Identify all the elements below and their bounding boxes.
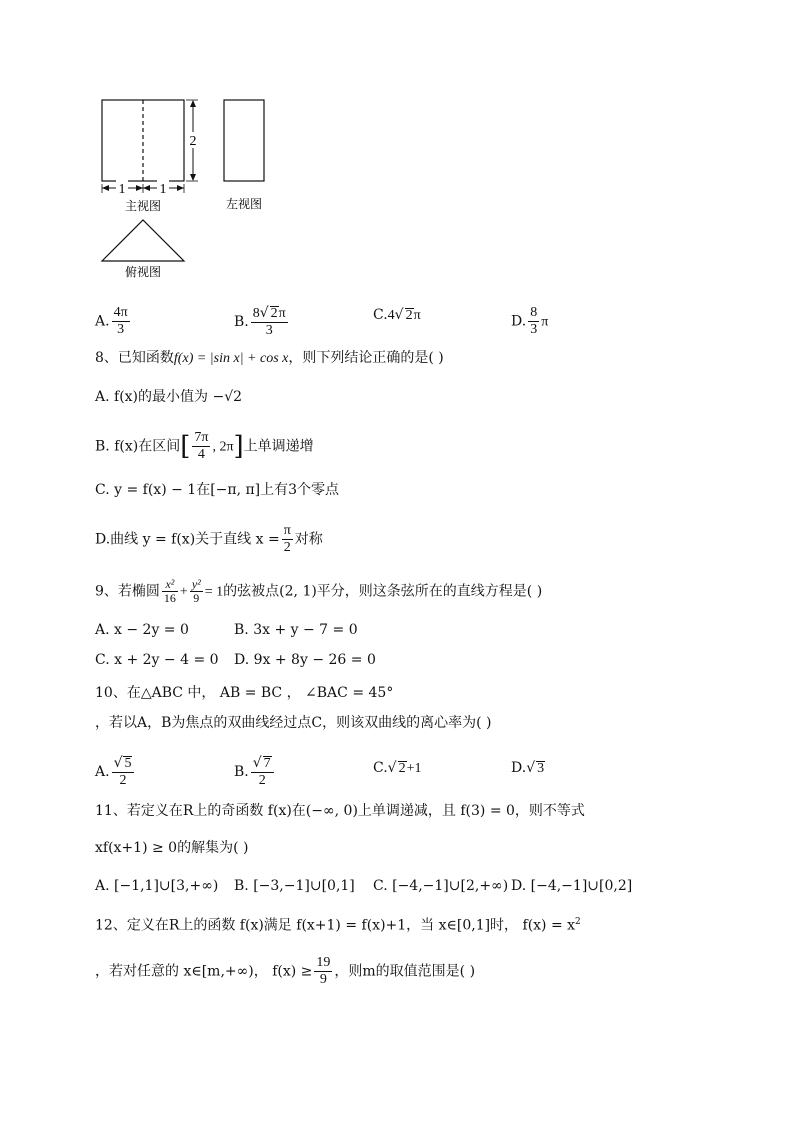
q12-stem-line1: 12、定义在R上的函数 f(x)满足 f(x+1) = f(x)+1，当 x∈[0,1]时， $f(x) = x^2$	[95, 917, 581, 934]
height-dimension-label: 2	[189, 134, 197, 149]
top-view-triangle	[102, 220, 184, 261]
q10-option-d: D.√ 3	[511, 760, 545, 776]
left-width-label: 1	[118, 182, 126, 197]
q11-stem-line2: xf(x+1) ≥ 0的解集为( )	[95, 840, 249, 856]
q8-option-b: B. f(x)在区间[ $\frac{7\pi}{4}$ , 2π]上单调递增	[95, 430, 314, 462]
q10-option-a: A. $\frac{√ 5}{2}$	[95, 755, 136, 789]
q10-option-c: C.√ 2+1	[373, 760, 422, 776]
front-view-rect	[102, 100, 184, 181]
q11-option-b: B. [−3,−1]∪[0,1]	[234, 878, 355, 894]
q11-stem-line1: 11、若定义在R上的奇函数 f(x)在(−∞, 0)上单调递减，且 f(3) = 0，则不等式	[95, 803, 585, 819]
front-view-label: 主视图	[124, 199, 162, 213]
q7-option-c: C.4√ 2π	[373, 307, 421, 323]
q9-option-d: D. 9x + 8y − 26 = 0	[234, 652, 376, 668]
q8-stem: 8、已知函数f(x) = |sin x| + cos x，则下列结论正确的是( )	[95, 350, 444, 366]
q11-option-a: A. [−1,1]∪[3,+∞)	[95, 878, 219, 894]
side-view-label: 左视图	[225, 197, 263, 211]
right-width-label: 1	[159, 182, 167, 197]
q9-option-c: C. x + 2y − 4 = 0	[95, 652, 219, 668]
q9-option-a: A. x − 2y = 0	[95, 622, 189, 638]
side-view-rect	[224, 100, 264, 181]
q7-option-b: B. $\frac{8√ 2\pi}{3}$	[234, 305, 286, 338]
q10-stem-line2: ，若以A，B为焦点的双曲线经过点C，则该双曲线的离心率为( )	[95, 715, 492, 731]
q8-option-c: C. y = f(x) − 1在[−π, π]上有3个零点	[95, 482, 340, 498]
q8-option-a: A. f(x)的最小值为 −√2	[95, 389, 243, 405]
q11-option-d: D. [−4,−1]∪[0,2]	[511, 878, 633, 894]
top-view-label: 俯视图	[124, 265, 162, 279]
q12-stem-line2: ，若对任意的 x∈[m,+∞)， f(x) ≥ $\frac{19}{9}$ ，则m的取值范围是( )	[95, 955, 476, 987]
q7-option-d: D. $\frac{8}{3}$ π	[511, 305, 549, 337]
q8-option-d: D.曲线 y = f(x)关于直线 x = $\frac{\pi}{2}$ 对称	[95, 523, 323, 555]
q11-option-c: C. [−4,−1]∪[2,+∞)	[373, 878, 509, 894]
q9-stem: 9、若椭圆 $\frac{\text{x²}}{16}$ + $\frac{\text{y²}}{9}$ = 1的弦被点(2, 1)平分，则这条弦所在的直线方程是( )	[95, 577, 543, 605]
q10-option-b: B. $\frac{√ 7}{2}$	[234, 755, 276, 789]
three-view-figure	[0, 0, 794, 300]
q10-stem-line1: 10、在△ABC 中， AB = BC ， ∠BAC = 45°	[95, 685, 394, 701]
q9-option-b: B. 3x + y − 7 = 0	[234, 622, 358, 638]
q7-option-a: A. $\frac{4\pi}{3}$	[95, 305, 128, 337]
